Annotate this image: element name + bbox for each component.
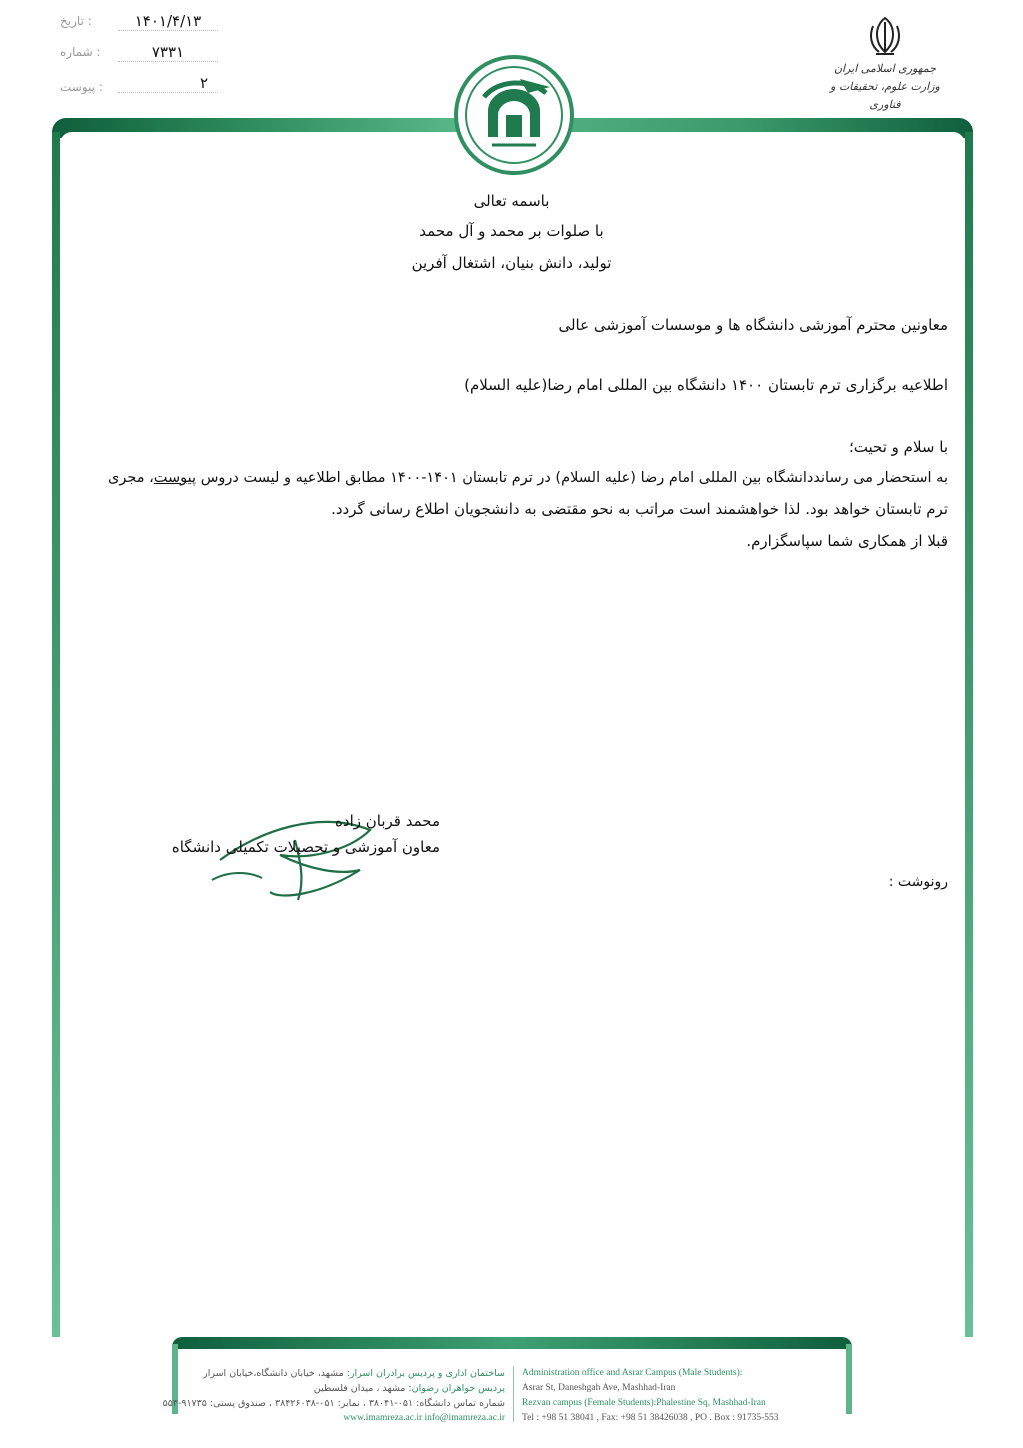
closing: قبلا از همکاری شما سپاسگزارم. (746, 532, 948, 550)
body-line-1-c: ، مجری (108, 470, 154, 486)
header-line-2: با صلوات بر محمد و آل محمد (419, 222, 604, 240)
attachment-value: ۲ (118, 74, 218, 93)
footer-fa-line-1-value: مشهد، خیابان دانشگاه،خیابان اسرار (203, 1368, 344, 1379)
footer-fa-line-2-label: پردیس خواهران رضوان: (405, 1383, 505, 1394)
header-line-3: تولید، دانش بنیان، اشتغال آفرین (411, 254, 612, 272)
frame-left-border (52, 132, 60, 1337)
body-line-2: ترم تابستان خواهد بود. لذا خواهشمند است مراتب به نحو مقتضی به دانشجویان اطلاع رسانی گردد. (331, 500, 948, 518)
footer-divider (513, 1366, 514, 1422)
footer-en-line-1: Administration office and Asrar Campus (Male Students): (522, 1368, 743, 1378)
university-logo-icon (458, 59, 570, 171)
cc-label: رونوشت : (888, 874, 948, 890)
footer-bar (172, 1337, 852, 1349)
attachment-label: : پیوست (60, 80, 103, 94)
date-value: ۱۴۰۱/۴/۱۳ (118, 12, 218, 31)
iran-emblem-icon (863, 14, 907, 58)
footer-fa-line-1 (185, 1366, 505, 1381)
ministry-header (820, 14, 950, 114)
footer-right-bracket (846, 1344, 852, 1414)
subject: اطلاعیه برگزاری ترم تابستان ۱۴۰۰ دانشگاه بین المللی امام رضا(علیه السلام) (464, 376, 948, 394)
signatory-title: معاون آموزشی و تحصیلات تکمیلی دانشگاه (171, 838, 440, 856)
greeting: با سلام و تحیت؛ (849, 438, 948, 456)
date-label: : تاریخ (60, 14, 92, 28)
footer-fa-line-3: شماره تماس دانشگاه: ۰۵۱-۳۸۰۴۱ ، نمابر: ۰۵۱-۳۸۴۲۶۰۳۸ ، صندوق پستی: ۹۱۷۳۵-۵۵۳ (162, 1398, 505, 1409)
footer-fa-line-2 (185, 1381, 505, 1396)
footer-web-links[interactable]: www.imamreza.ac.ir info@imamreza.ac.ir (343, 1413, 505, 1423)
frame-right-border (965, 132, 973, 1337)
footer-fa-line-2-value: مشهد ، میدان فلسطین (313, 1383, 406, 1394)
ministry-line-2: وزارت علوم، تحقیقات و فناوری (830, 80, 940, 111)
number-label: : شماره (60, 45, 101, 59)
footer-fa-line-1-label: ساختمان اداری و پردیس برادران اسرار: (343, 1368, 505, 1379)
ministry-line-1: جمهوری اسلامی ایران (833, 62, 937, 75)
body-attachment-ref: پیوست (153, 470, 197, 486)
recipient: معاونین محترم آموزشی دانشگاه ها و موسسات آموزشی عالی (558, 316, 948, 334)
header-line-1: باسمه تعالی (473, 192, 550, 210)
body-line-1-a: به استحضار می رساند‌دانشگاه بین المللی امام رضا (علیه السلام) در ترم تابستان ۱۴۰۱-۱۴۰۰ مطابق اطلاعیه و لیست دروس (196, 470, 948, 486)
body-line-1 (68, 470, 948, 486)
university-logo (454, 55, 574, 175)
signatory-name: محمد قربان زاده (335, 812, 440, 830)
footer-en-line-3: Rezvan campus (Female Students):Phalestine Sq, Mashhad-Iran (522, 1398, 766, 1408)
number-value: ۷۳۳۱ (118, 43, 218, 62)
footer-en-line-2: Asrar St, Daneshgah Ave, Mashhad-Iran (522, 1383, 676, 1393)
footer-en-line-4: Tel : +98 51 38041 , Fax: +98 51 38426038 , PO . Box : 91735-553 (522, 1413, 779, 1423)
